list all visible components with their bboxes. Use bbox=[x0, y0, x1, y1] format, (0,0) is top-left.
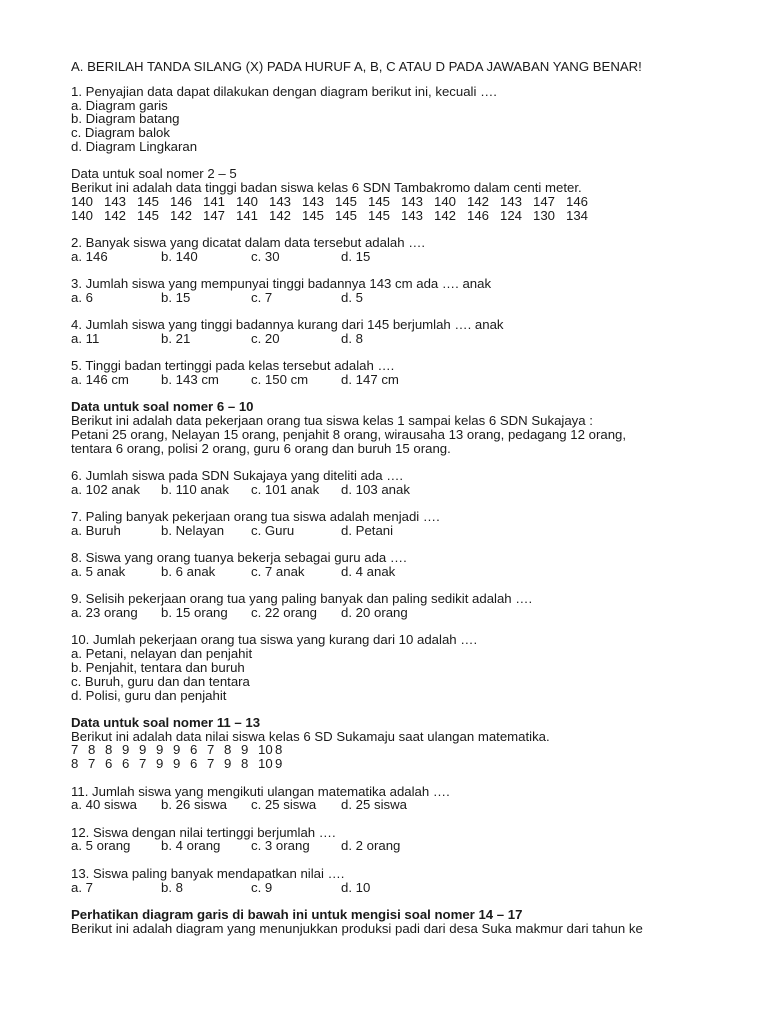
data-value: 9 bbox=[173, 756, 181, 772]
answer-option: a. 146 cm bbox=[71, 372, 129, 388]
answer-option: c. 7 bbox=[251, 289, 273, 305]
data-value: 143 bbox=[269, 193, 292, 209]
answer-option: d. 103 anak bbox=[341, 481, 410, 497]
answer-option: c. 7 anak bbox=[251, 564, 305, 580]
answer-option: a. Buruh bbox=[71, 522, 121, 538]
answer-option: b. Nelayan bbox=[161, 522, 225, 538]
data-value: 10 bbox=[258, 742, 273, 758]
answer-option: a. 146 bbox=[71, 248, 108, 264]
answer-option: c. 101 anak bbox=[251, 481, 320, 497]
question-8-options bbox=[71, 565, 751, 579]
answer-option: d. 2 orang bbox=[341, 838, 401, 854]
answer-option: c. 3 orang bbox=[251, 838, 310, 854]
data-block-title: Data untuk soal nomer 2 – 5 bbox=[71, 166, 237, 182]
data-value: 7 bbox=[88, 756, 96, 772]
data-value: 8 bbox=[275, 742, 283, 758]
question-6: 6. Jumlah siswa pada SDN Sukajaya yang diteliti ada …. bbox=[71, 468, 404, 484]
question-5-options bbox=[71, 373, 751, 387]
data-block-title: Data untuk soal nomer 11 – 13 bbox=[71, 714, 261, 730]
answer-option: a. 6 bbox=[71, 289, 93, 305]
data-block-text: tentara 6 orang, polisi 2 orang, guru 6 orang dan buruh 15 orang. bbox=[71, 440, 451, 456]
data-value: 141 bbox=[203, 193, 226, 209]
data-value: 9 bbox=[139, 742, 147, 758]
question-11-options bbox=[71, 798, 751, 812]
answer-option: b. 140 bbox=[161, 248, 198, 264]
grade-data-row bbox=[71, 757, 751, 771]
data-value: 143 bbox=[302, 193, 325, 209]
data-value: 9 bbox=[224, 756, 232, 772]
data-value: 145 bbox=[335, 207, 358, 223]
question-9-options bbox=[71, 606, 751, 620]
question-8: 8. Siswa yang orang tuanya bekerja sebagai guru ada …. bbox=[71, 550, 407, 566]
data-value: 7 bbox=[71, 742, 79, 758]
data-value: 145 bbox=[137, 193, 160, 209]
question-5: 5. Tinggi badan tertinggi pada kelas tersebut adalah …. bbox=[71, 358, 395, 374]
answer-option: a. 23 orang bbox=[71, 605, 138, 621]
answer-option: c. 9 bbox=[251, 879, 273, 895]
answer-option: b. 143 cm bbox=[161, 372, 219, 388]
answer-option: b. 26 siswa bbox=[161, 797, 227, 813]
data-value: 146 bbox=[467, 207, 490, 223]
data-value: 7 bbox=[207, 756, 215, 772]
data-value: 6 bbox=[190, 756, 198, 772]
data-value: 145 bbox=[368, 207, 391, 223]
data-value: 145 bbox=[368, 193, 391, 209]
question-11: 11. Jumlah siswa yang mengikuti ulangan matematika adalah …. bbox=[71, 783, 450, 799]
question-3: 3. Jumlah siswa yang mempunyai tinggi badannya 143 cm ada …. anak bbox=[71, 276, 492, 292]
question-1: 1. Penyajian data dapat dilakukan dengan diagram berikut ini, kecuali …. bbox=[71, 83, 497, 99]
data-value: 142 bbox=[434, 207, 457, 223]
question-3-options bbox=[71, 291, 751, 305]
answer-option: d. 20 orang bbox=[341, 605, 408, 621]
answer-option: d. 8 bbox=[341, 330, 363, 346]
question-1-option-b: b. Diagram batang bbox=[71, 111, 180, 127]
data-value: 6 bbox=[190, 742, 198, 758]
question-6-options bbox=[71, 483, 751, 497]
answer-option: b. 15 orang bbox=[161, 605, 228, 621]
data-value: 143 bbox=[500, 193, 523, 209]
answer-option: d. 25 siswa bbox=[341, 797, 407, 813]
data-value: 145 bbox=[335, 193, 358, 209]
data-value: 7 bbox=[207, 742, 215, 758]
data-value: 8 bbox=[88, 742, 96, 758]
answer-option: d. Petani bbox=[341, 522, 394, 538]
data-block-description: Berikut ini adalah data tinggi badan siswa kelas 6 SDN Tambakromo dalam centi meter. bbox=[71, 180, 582, 196]
data-value: 145 bbox=[137, 207, 160, 223]
answer-option: c. Guru bbox=[251, 522, 295, 538]
answer-option: a. 11 bbox=[71, 330, 100, 346]
data-value: 143 bbox=[104, 193, 127, 209]
data-value: 140 bbox=[71, 207, 94, 223]
answer-option: a. 5 anak bbox=[71, 564, 126, 580]
question-10-option-b: b. Penjahit, tentara dan buruh bbox=[71, 660, 245, 675]
answer-option: a. 7 bbox=[71, 879, 93, 895]
data-value: 7 bbox=[139, 756, 147, 772]
data-value: 9 bbox=[241, 742, 249, 758]
answer-option: d. 15 bbox=[341, 248, 371, 264]
data-block-text: Petani 25 orang, Nelayan 15 orang, penjahit 8 orang, wirausaha 13 orang, pedagang 12 orang, bbox=[71, 426, 627, 442]
data-value: 9 bbox=[173, 742, 181, 758]
data-value: 9 bbox=[275, 756, 283, 772]
section-heading: A. BERILAH TANDA SILANG (X) PADA HURUF A, B, C ATAU D PADA JAWABAN YANG BENAR! bbox=[71, 59, 642, 74]
answer-option: c. 20 bbox=[251, 330, 280, 346]
height-data-row bbox=[71, 209, 751, 223]
data-value: 8 bbox=[224, 742, 232, 758]
data-block-text: Berikut ini adalah data pekerjaan orang tua siswa kelas 1 sampai kelas 6 SDN Sukajaya : bbox=[71, 413, 593, 429]
data-value: 6 bbox=[122, 756, 130, 772]
question-1-option-a: a. Diagram garis bbox=[71, 97, 168, 113]
question-13-options bbox=[71, 881, 751, 895]
question-9: 9. Selisih pekerjaan orang tua yang paling banyak dan paling sedikit adalah …. bbox=[71, 591, 533, 607]
data-value: 142 bbox=[104, 207, 127, 223]
question-7: 7. Paling banyak pekerjaan orang tua siswa adalah menjadi …. bbox=[71, 509, 440, 525]
question-4: 4. Jumlah siswa yang tinggi badannya kurang dari 145 berjumlah …. anak bbox=[71, 317, 504, 333]
question-1-option-c: c. Diagram balok bbox=[71, 125, 170, 141]
data-value: 140 bbox=[434, 193, 457, 209]
answer-option: d. 147 cm bbox=[341, 372, 399, 388]
data-value: 8 bbox=[71, 756, 79, 772]
data-value: 8 bbox=[105, 742, 113, 758]
data-value: 143 bbox=[401, 207, 424, 223]
question-10-option-c: c. Buruh, guru dan dan tentara bbox=[71, 673, 250, 689]
data-value: 130 bbox=[533, 207, 556, 223]
question-1-option-d: d. Diagram Lingkaran bbox=[71, 138, 198, 154]
question-10-option-a: a. Petani, nelayan dan penjahit bbox=[71, 646, 253, 662]
data-value: 6 bbox=[105, 756, 113, 772]
data-block-description: Berikut ini adalah diagram yang menunjukkan produksi padi dari desa Suka makmur dari tahun ke bbox=[71, 920, 643, 936]
answer-option: b. 8 bbox=[161, 879, 183, 895]
question-10-option-d: d. Polisi, guru dan penjahit bbox=[71, 687, 227, 703]
question-7-options bbox=[71, 524, 751, 538]
answer-option: c. 30 bbox=[251, 248, 280, 264]
question-10: 10. Jumlah pekerjaan orang tua siswa yang kurang dari 10 adalah …. bbox=[71, 632, 478, 648]
data-value: 142 bbox=[170, 207, 193, 223]
answer-option: c. 25 siswa bbox=[251, 797, 317, 813]
answer-option: b. 21 bbox=[161, 330, 191, 346]
height-data-row bbox=[71, 195, 751, 209]
question-2-options bbox=[71, 250, 751, 264]
data-block-description: Berikut ini adalah data nilai siswa kelas 6 SD Sukamaju saat ulangan matematika. bbox=[71, 728, 550, 744]
data-value: 146 bbox=[170, 193, 193, 209]
data-value: 142 bbox=[269, 207, 292, 223]
data-value: 143 bbox=[401, 193, 424, 209]
data-block-title: Perhatikan diagram garis di bawah ini untuk mengisi soal nomer 14 – 17 bbox=[71, 906, 523, 922]
answer-option: a. 5 orang bbox=[71, 838, 131, 854]
data-value: 8 bbox=[241, 756, 249, 772]
answer-option: a. 102 anak bbox=[71, 481, 140, 497]
data-value: 146 bbox=[566, 193, 589, 209]
answer-option: b. 15 bbox=[161, 289, 191, 305]
data-value: 142 bbox=[467, 193, 490, 209]
data-value: 140 bbox=[71, 193, 94, 209]
data-value: 147 bbox=[533, 193, 556, 209]
answer-option: c. 22 orang bbox=[251, 605, 317, 621]
data-value: 9 bbox=[156, 756, 164, 772]
data-value: 10 bbox=[258, 756, 273, 772]
grade-data-row bbox=[71, 743, 751, 757]
answer-option: d. 10 bbox=[341, 879, 371, 895]
data-value: 9 bbox=[122, 742, 130, 758]
data-block-title: Data untuk soal nomer 6 – 10 bbox=[71, 399, 254, 415]
question-12-options bbox=[71, 839, 751, 853]
answer-option: d. 5 bbox=[341, 289, 363, 305]
data-value: 147 bbox=[203, 207, 226, 223]
data-value: 141 bbox=[236, 207, 259, 223]
question-4-options bbox=[71, 332, 751, 346]
answer-option: b. 110 anak bbox=[161, 481, 229, 497]
question-13: 13. Siswa paling banyak mendapatkan nilai …. bbox=[71, 865, 345, 881]
data-value: 134 bbox=[566, 207, 589, 223]
data-value: 9 bbox=[156, 742, 164, 758]
data-value: 140 bbox=[236, 193, 259, 209]
answer-option: b. 6 anak bbox=[161, 564, 216, 580]
data-value: 145 bbox=[302, 207, 325, 223]
data-value: 124 bbox=[500, 207, 523, 223]
question-12: 12. Siswa dengan nilai tertinggi berjumlah …. bbox=[71, 824, 336, 840]
answer-option: a. 40 siswa bbox=[71, 797, 137, 813]
answer-option: c. 150 cm bbox=[251, 372, 309, 388]
answer-option: d. 4 anak bbox=[341, 564, 396, 580]
question-2: 2. Banyak siswa yang dicatat dalam data tersebut adalah …. bbox=[71, 234, 426, 250]
answer-option: b. 4 orang bbox=[161, 838, 221, 854]
